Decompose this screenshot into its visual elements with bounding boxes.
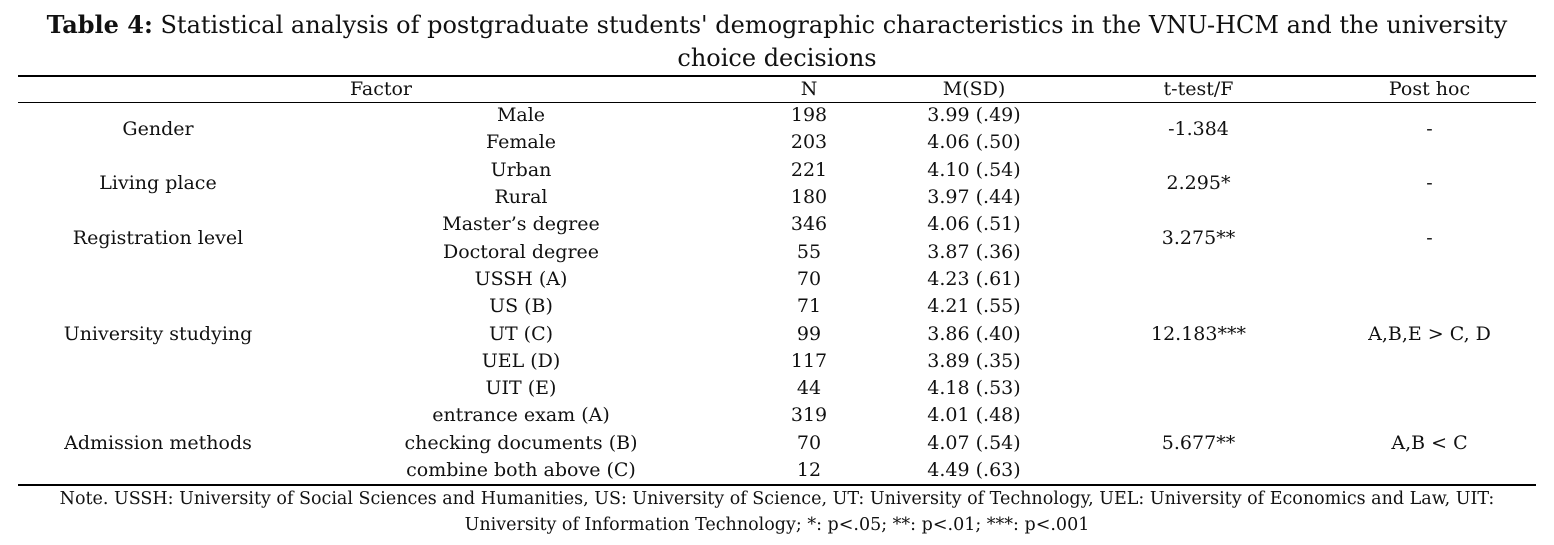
msd-cell: 4.18 (.53) bbox=[927, 377, 1021, 400]
note-line-1: Note. USSH: University of Social Sciences and Humanities, US: University of Science, UT: University of Technology, UEL: University of Economics and Law, UIT: bbox=[59, 489, 1495, 509]
n-cell: 70 bbox=[796, 431, 822, 454]
n-cell: 55 bbox=[796, 240, 822, 263]
n-cell: 44 bbox=[796, 377, 822, 400]
level-cell: Master’s degree bbox=[442, 213, 600, 236]
factor-cell: University studying bbox=[63, 322, 253, 345]
factor-cell: Registration level bbox=[72, 226, 244, 249]
n-cell: 12 bbox=[796, 459, 822, 481]
posthoc-cell: - bbox=[1426, 117, 1433, 140]
n-cell: 319 bbox=[790, 404, 828, 427]
header-factor: Factor bbox=[349, 78, 413, 100]
header-n: N bbox=[800, 78, 818, 100]
n-cell: 346 bbox=[790, 213, 828, 236]
msd-cell: 3.87 (.36) bbox=[927, 240, 1021, 263]
test-cell: -1.384 bbox=[1168, 117, 1229, 140]
level-cell: Urban bbox=[490, 158, 552, 181]
note-line-2: University of Information Technology; *: p<.05; **: p<.01; ***: p<.001 bbox=[464, 515, 1090, 535]
table-row bbox=[18, 211, 1536, 238]
test-cell: 3.275** bbox=[1161, 226, 1236, 249]
table-caption bbox=[20, 8, 1534, 75]
test-cell: 5.677** bbox=[1161, 431, 1236, 454]
test-cell: 12.183*** bbox=[1151, 322, 1246, 345]
table-label: Table 4: bbox=[46, 10, 153, 39]
test-cell: 2.295* bbox=[1166, 172, 1231, 195]
factor-cell: Living place bbox=[99, 172, 217, 195]
n-cell: 180 bbox=[790, 186, 828, 209]
header-row bbox=[18, 77, 1536, 102]
posthoc-cell: A,B,E > C, D bbox=[1368, 322, 1491, 345]
msd-cell: 3.89 (.35) bbox=[927, 349, 1021, 372]
header-posthoc: Post hoc bbox=[1388, 78, 1471, 100]
table-row bbox=[18, 402, 1536, 429]
msd-cell: 4.06 (.50) bbox=[927, 131, 1021, 154]
msd-cell: 3.86 (.40) bbox=[927, 322, 1021, 345]
n-cell: 198 bbox=[790, 104, 828, 127]
level-cell: Rural bbox=[494, 186, 548, 209]
posthoc-cell: - bbox=[1426, 172, 1433, 195]
table-row bbox=[18, 102, 1536, 129]
msd-cell: 4.23 (.61) bbox=[927, 267, 1021, 290]
statistics-table bbox=[18, 77, 1536, 484]
msd-cell: 4.21 (.55) bbox=[927, 295, 1021, 318]
msd-cell: 4.06 (.51) bbox=[927, 213, 1021, 236]
level-cell: UEL (D) bbox=[481, 349, 561, 372]
msd-cell: 4.07 (.54) bbox=[927, 431, 1021, 454]
factor-cell: Gender bbox=[122, 117, 194, 140]
n-cell: 99 bbox=[796, 322, 822, 345]
level-cell: Female bbox=[485, 131, 557, 154]
level-cell: checking documents (B) bbox=[404, 431, 638, 454]
table-note bbox=[20, 486, 1534, 538]
msd-cell: 3.97 (.44) bbox=[927, 186, 1021, 209]
msd-cell: 4.10 (.54) bbox=[927, 158, 1021, 181]
n-cell: 70 bbox=[796, 267, 822, 290]
n-cell: 221 bbox=[790, 158, 828, 181]
table-row bbox=[18, 157, 1536, 184]
n-cell: 203 bbox=[790, 131, 828, 154]
level-cell: entrance exam (A) bbox=[432, 404, 610, 427]
level-cell: Doctoral degree bbox=[442, 240, 600, 263]
msd-cell: 4.49 (.63) bbox=[927, 459, 1021, 481]
level-cell: US (B) bbox=[489, 295, 553, 318]
table-title: Statistical analysis of postgraduate students' demographic characteristics in the VNU-HCM and the university choice decisions bbox=[160, 11, 1508, 72]
posthoc-cell: A,B < C bbox=[1391, 431, 1468, 454]
level-cell: combine both above (C) bbox=[406, 459, 636, 481]
factor-cell: Admission methods bbox=[64, 431, 252, 454]
n-cell: 71 bbox=[796, 295, 822, 318]
header-msd: M(SD) bbox=[942, 78, 1006, 100]
level-cell: UT (C) bbox=[488, 322, 554, 345]
posthoc-cell: - bbox=[1426, 226, 1433, 249]
header-test: t-test/F bbox=[1163, 78, 1234, 100]
msd-cell: 3.99 (.49) bbox=[927, 104, 1021, 127]
n-cell: 117 bbox=[790, 349, 828, 372]
table-row bbox=[18, 266, 1536, 293]
msd-cell: 4.01 (.48) bbox=[927, 404, 1021, 427]
level-cell: Male bbox=[496, 104, 546, 127]
level-cell: UIT (E) bbox=[485, 377, 557, 400]
level-cell: USSH (A) bbox=[474, 267, 568, 290]
